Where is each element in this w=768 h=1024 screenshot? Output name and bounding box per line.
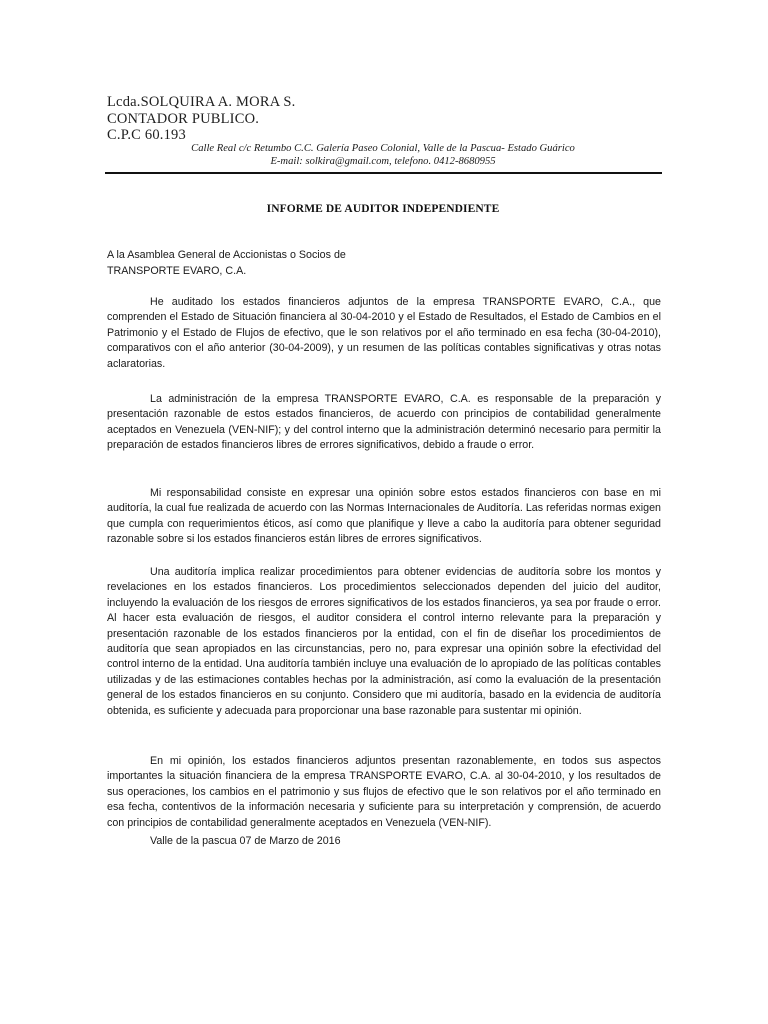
- report-title: INFORME DE AUDITOR INDEPENDIENTE: [266, 203, 500, 215]
- contact-info: E-mail: solkira@gmail.com, telefono. 0412-8680955: [270, 156, 496, 167]
- header-divider: [105, 172, 662, 174]
- salutation-line-2: TRANSPORTE EVARO, C.A.: [107, 265, 247, 277]
- paragraph-scope: He auditado los estados financieros adjuntos de la empresa TRANSPORTE EVARO, C.A., que comprenden el Estado de Situación financiera al 30-04-2010 y el Estado de Resultados, el Estado de Cambios en el Patrimonio y el Estado de Flujos de efectivo, que le son relativos por el año terminado en esa fecha (30-04-2010), comparativos con el año anterior (30-04-2009), y un resumen de las políticas contables significativas y otras notas aclaratorias.: [107, 296, 661, 370]
- accountant-registration: C.P.C 60.193: [107, 127, 186, 143]
- paragraph-audit-procedures: Una auditoría implica realizar procedimientos para obtener evidencias de auditoría sobre los montos y revelaciones en los estados financieros. Los procedimientos seleccionados dependen del juicio del auditor, incluyendo la evaluación de los riesgos de errores significativos de los estados financieros, ya sea por fraude o error. Al hacer esta evaluación de riesgos, el auditor considera el control interno relevante para la preparación y presentación razonable de los estados financieros por la entidad, con el fin de diseñar los procedimientos de auditoría que sean apropiados en las circunstancias, pero no, para expresar una opinión sobre la efectividad del control interno de la entidad. Una auditoría también incluye una evaluación de lo apropiado de las políticas contables utilizadas y de las estimaciones contables hechas por la administración, así como la evaluación de la presentación general de los estados financieros en su conjunto. Considero que mi auditoría, basado en la evidencia de auditoría obtenida, es suficiente y adecuada para proporcionar una base razonable para sustentar mi opinión.: [107, 566, 661, 717]
- accountant-name: Lcda.SOLQUIRA A. MORA S.: [107, 94, 296, 110]
- paragraph-opinion: En mi opinión, los estados financieros adjuntos presentan razonablemente, en todos sus aspectos importantes la situación financiera de la empresa TRANSPORTE EVARO, C.A. al 30-04-2010, y los resultados de sus operaciones, los cambios en el patrimonio y sus flujos de efectivo que le son relativos por el año terminado en esa fecha, contentivos de la información necesaria y suficiente para su interpretación y comprensión, de acuerdo con principios de contabilidad generalmente aceptados en Venezuela (VEN-NIF).: [107, 755, 661, 829]
- paragraph-auditor-responsibility: Mi responsabilidad consiste en expresar una opinión sobre estos estados financieros con base en mi auditoría, la cual fue realizada de acuerdo con las Normas Internacionales de Auditoría. Las referidas normas exigen que cumpla con requerimientos éticos, así como que planifique y lleve a cabo la auditoría para obtener seguridad razonable sobre si los estados financieros están libres de errores significativos.: [107, 487, 661, 546]
- paragraph-management-responsibility: La administración de la empresa TRANSPORTE EVARO, C.A. es responsable de la preparación y presentación razonable de estos estados financieros, de acuerdo con principios de contabilidad generalmente aceptados en Venezuela (VEN-NIF); y del control interno que la administración determinó necesario para permitir la preparación de estados financieros libres de errores significativos, debido a fraude o error.: [107, 393, 661, 452]
- accountant-profession: CONTADOR PUBLICO.: [107, 111, 260, 127]
- office-address: Calle Real c/c Retumbo C.C. Galería Paseo Colonial, Valle de la Pascua- Estado Guárico: [191, 143, 575, 154]
- salutation-line-1: A la Asamblea General de Accionistas o Socios de: [107, 249, 346, 261]
- place-and-date: Valle de la pascua 07 de Marzo de 2016: [150, 835, 341, 847]
